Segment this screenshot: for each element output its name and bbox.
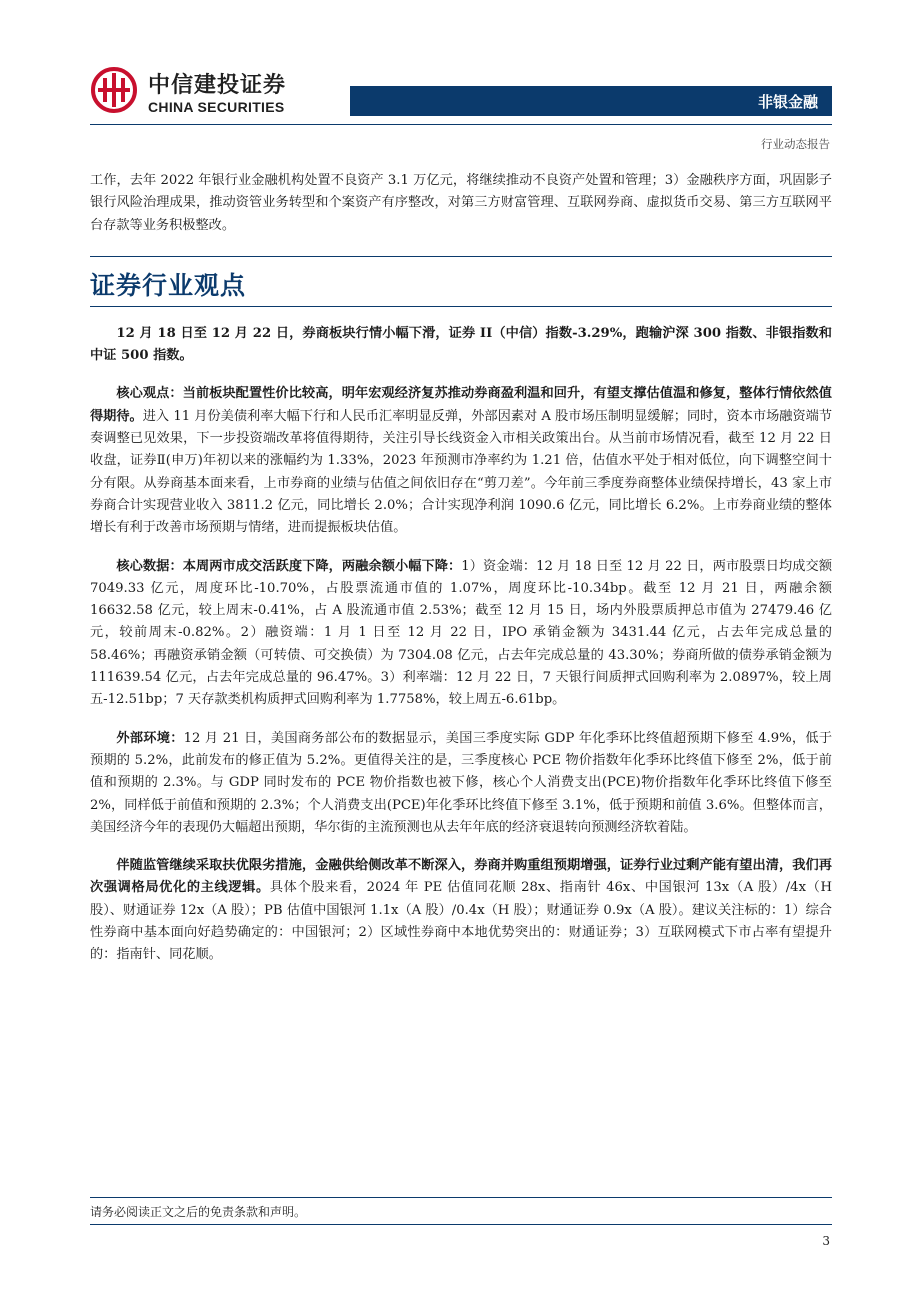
disclaimer: 请务必阅读正文之后的免责条款和声明。 (90, 1205, 307, 1219)
core-view-text: 进入 11 月份美债利率大幅下行和人民币汇率明显反弹，外部因素对 A 股市场压制明显缓解；同时，资本市场融资端节奏调整已见效果，下一步投资端改革将值得期待，关注引导长线资金入市相关政策出台。从当前市场情况看，截至 12 月 22 日收盘，证券Ⅱ(申万)年初以来的涨幅约为 1.33%，2023 年预测市净率约为 1.21 倍，估值水平处于相对低位，向下调整空间十分有限。从券商基本面来看，上市券商的业绩与估值之间依旧存在“剪刀差”。今年前三季度券商整体业绩保持增长，43 家上市券商合计实现营业收入 3811.2 亿元，同比增长 2.0%；合计实现净利润 1090.6 亿元，同比增长 6.2%。上市券商业绩的整体增长有利于改善市场预期与情绪，进而提振板块估值。 (90, 408, 833, 536)
recommendation-heading: 伴随监管继续采取扶优限劣措施，金融供给侧改革不断深入，券商并购重组预期增强，证券行业过剩产能有望出清，我们再次强调格局优化的主线逻辑。 (90, 858, 832, 896)
lead-paragraph: 12 月 18 日至 12 月 22 日，券商板块行情小幅下滑，证券 II（中信）指数-3.29%，跑输沪深 300 指数、非银指数和中证 500 指数。 (90, 325, 832, 364)
china-securities-logo-icon (90, 66, 138, 114)
recommendation-paragraph (90, 855, 832, 966)
page-header (0, 0, 920, 160)
section-divider-bottom (90, 306, 832, 307)
intro-paragraph: 工作，去年 2022 年银行业金融机构处置不良资产 3.1 万亿元，将继续推动不良资产处置和管理；3）金融秩序方面，巩固影子银行风险治理成果，推动资管业务转型和个案资产有序整改，对第三方财富管理、互联网券商、虚拟货币交易、第三方互联网平台存款等业务积极整改。 (90, 173, 832, 233)
external-env-heading: 外部环境： (116, 730, 184, 746)
report-type: 行业动态报告 (761, 137, 830, 151)
section-title: 证券行业观点 (90, 270, 247, 300)
footer-divider-bottom (90, 1224, 832, 1225)
recommendation-text: 具体个股来看，2024 年 PE 估值同花顺 28x、指南针 46x、中国银河 13x（A 股）/4x（H 股）、财通证券 12x（A 股）；PB 估值中国银河 1.1x（A 股）/0.4x（H 股）；财通证券 0.9x（A 股）。建议关注标的：1）综合性券商中基本面向好趋势确定的：中国银河；2）区域性券商中本地优势突出的：财通证券；3）互联网模式下市占率有望提升的：指南针、同花顺。 (90, 880, 832, 963)
core-data-text: 1）资金端：12 月 18 日至 12 月 22 日，两市股票日均成交额 7049.33 亿元，周度环比-10.70%，占股票流通市值的 1.07%，周度环比-10.34bp。截至 12 月 21 日，两融余额 16632.58 亿元，较上周末-0.41%，占 A 股流通市值 2.53%；截至 12 月 15 日，场内外股票质押总市值为 27479.46 亿元，较前周末-0.82%。2）融资端：1 月 1 日至 12 月 22 日，IPO 承销金额为 3431.44 亿元，占去年完成总量的 58.46%；再融资承销金额（可转债、可交换债）为 7304.08 亿元，占去年完成总量的 43.30%；券商所做的债券承销金额为 111639.54 亿元，占去年完成总量的 96.47%。3）利率端：12 月 22 日，7 天银行间质押式回购利率为 2.0897%，较上周五-12.51bp；7 天存款类机构质押式回购利率为 1.7758%，较上周五-6.61bp。 (90, 558, 833, 708)
external-env-paragraph (90, 728, 832, 839)
core-view-heading: 核心观点：当前板块配置性价比较高，明年宏观经济复苏推动券商盈利温和回升，有望支撑估值温和修复，整体行情依然值得期待。 (90, 386, 832, 424)
core-data-paragraph (90, 556, 832, 712)
core-view-paragraph (90, 383, 832, 539)
footer-divider-top (90, 1197, 832, 1198)
section-divider-top (90, 256, 832, 257)
sector-label: 非银金融 (757, 93, 818, 111)
brand-name-cn: 中信建投证券 (148, 73, 287, 98)
core-data-heading: 核心数据：本周两市成交活跃度下降，两融余额小幅下降： (116, 558, 462, 574)
external-env-text: 12 月 21 日，美国商务部公布的数据显示，美国三季度实际 GDP 年化季环比终值超预期下修至 4.9%，低于预期的 5.2%，此前发布的修正值为 5.2%。更值得关注的是，三季度核心 PCE 物价指数年化季环比终值下修至 2%，低于前值和预期的 2.3%。与 GDP 同时发布的 PCE 物价指数也被下修，核心个人消费支出(PCE)物价指数年化季环比终值下修至 2%，同样低于前值和预期的 2.3%；个人消费支出(PCE)年化季环比终值下修至 3.1%，低于预期和前值 3.6%。但整体而言，美国经济今年的表现仍大幅超出预期，华尔街的主流预测也从去年年底的经济衰退转向预测经济软着陆。 (90, 730, 833, 835)
header-divider (90, 124, 832, 125)
main-content (90, 170, 832, 967)
sector-banner (350, 86, 832, 116)
brand-name-en: CHINA SECURITIES (148, 99, 285, 115)
page-number: 3 (822, 1234, 830, 1248)
